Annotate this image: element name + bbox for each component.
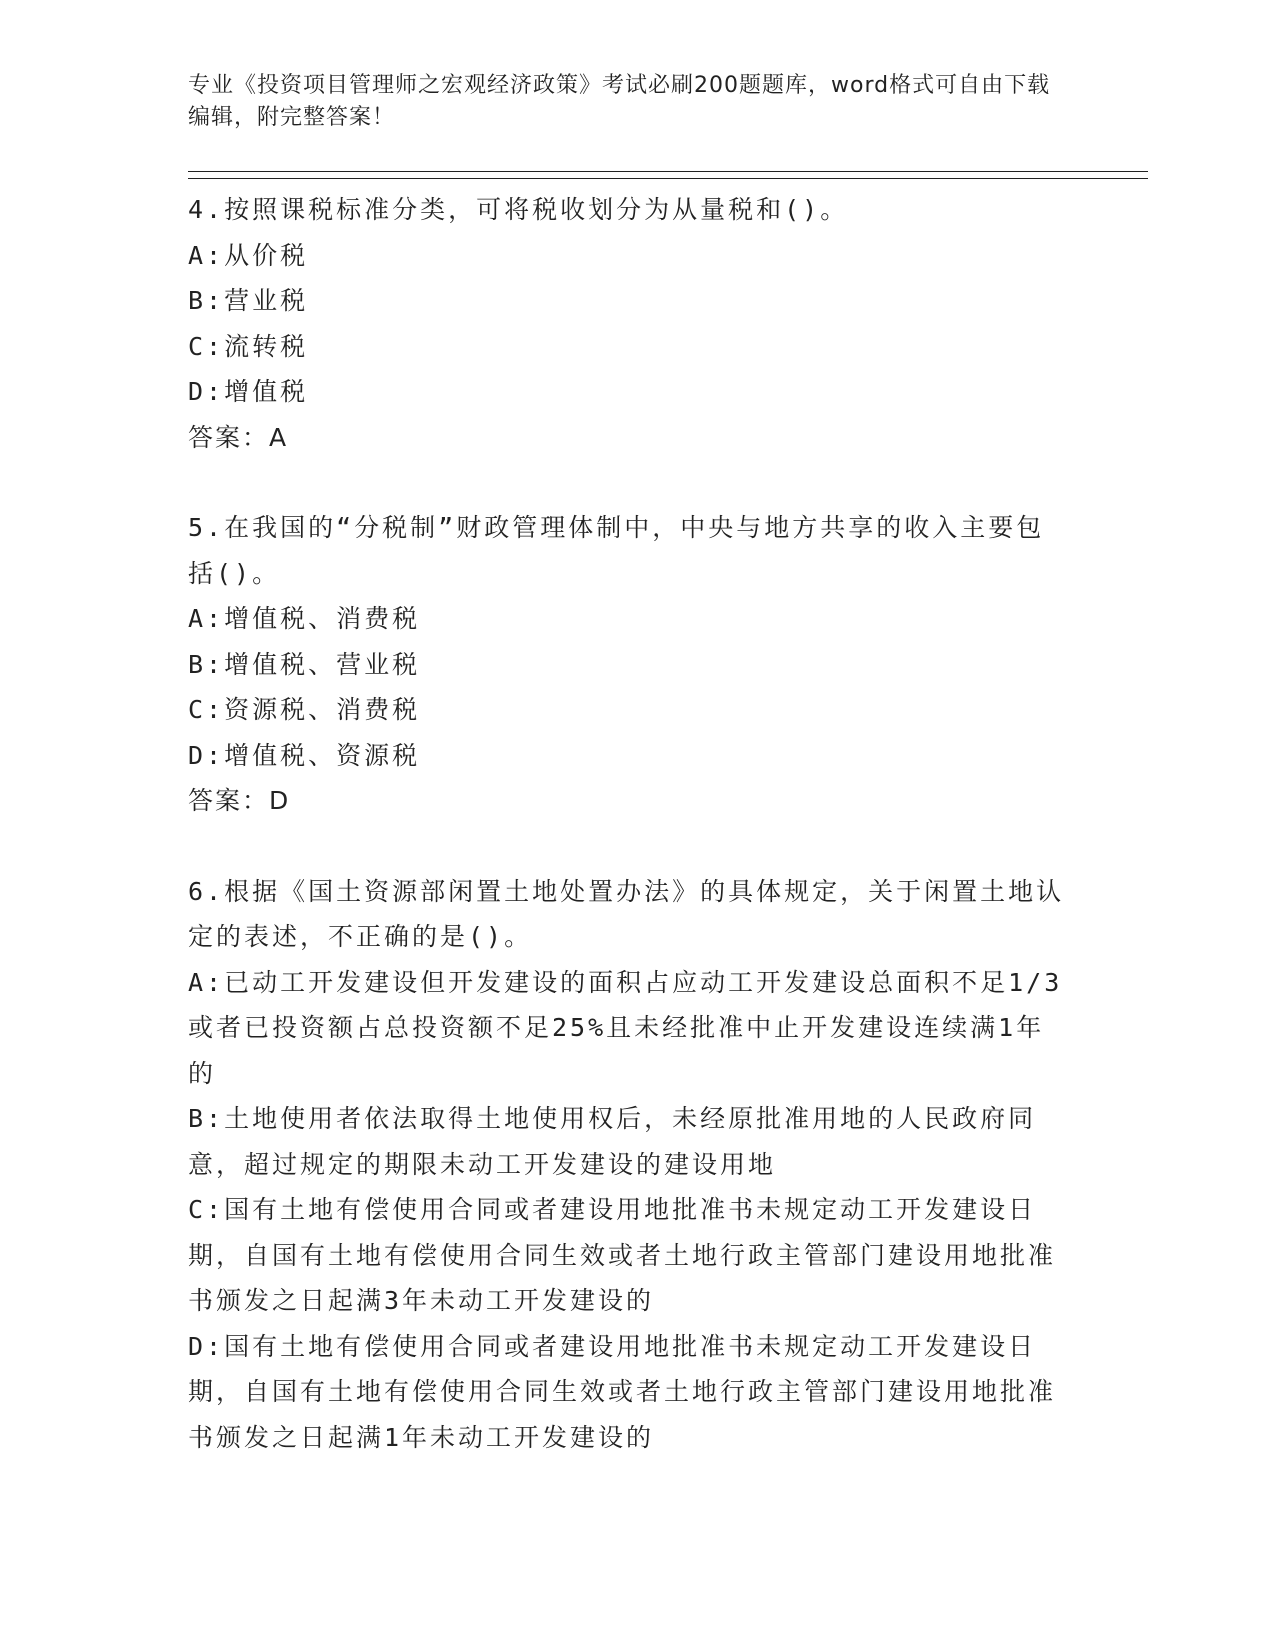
option-d: D:增值税、资源税 xyxy=(188,740,421,770)
question-5 xyxy=(188,505,1068,824)
question-4 xyxy=(188,187,1068,460)
answer: 答案：A xyxy=(188,422,289,452)
question-6 xyxy=(188,869,1068,1461)
header-divider-bottom xyxy=(188,178,1148,179)
question-stem: 5.在我国的“分税制”财政管理体制中，中央与地方共享的收入主要包括()。 xyxy=(188,513,1045,588)
question-list xyxy=(188,187,1068,1460)
option-c: C:国有土地有偿使用合同或者建设用地批准书未规定动工开发建设日期，自国有土地有偿使用合同生效或者土地行政主管部门建设用地批准书颁发之日起满3年未动工开发建设的 xyxy=(188,1195,1057,1315)
option-a: A:已动工开发建设但开发建设的面积占应动工开发建设总面积不足1/3或者已投资额占总投资额不足25%且未经批准中止开发建设连续满1年的 xyxy=(188,967,1063,1088)
option-c: C:流转税 xyxy=(188,331,309,361)
option-c: C:资源税、消费税 xyxy=(188,695,421,724)
document-header xyxy=(188,70,1068,134)
option-b: B:土地使用者依法取得土地使用权后，未经原批准用地的人民政府同意，超过规定的期限未动工开发建设的建设用地 xyxy=(188,1104,1037,1179)
option-b: B:增值税、营业税 xyxy=(188,649,421,679)
option-d: D:国有土地有偿使用合同或者建设用地批准书未规定动工开发建设日期，自国有土地有偿使用合同生效或者土地行政主管部门建设用地批准书颁发之日起满1年未动工开发建设的 xyxy=(188,1331,1057,1452)
option-b: B:营业税 xyxy=(188,286,309,315)
header-title: 专业《投资项目管理师之宏观经济政策》考试必刷200题题库，word格式可自由下载编辑，附完整答案！ xyxy=(188,73,1051,130)
option-d: D:增值税 xyxy=(188,377,309,406)
answer: 答案：D xyxy=(188,786,291,815)
question-stem: 4.按照课税标准分类，可将税收划分为从量税和()。 xyxy=(188,195,849,224)
question-stem: 6.根据《国土资源部闲置土地处置办法》的具体规定，关于闲置土地认定的表述，不正确的是()。 xyxy=(188,876,1065,951)
option-a: A:增值税、消费税 xyxy=(188,604,421,633)
option-a: A:从价税 xyxy=(188,240,309,270)
header-divider-top xyxy=(188,171,1148,172)
